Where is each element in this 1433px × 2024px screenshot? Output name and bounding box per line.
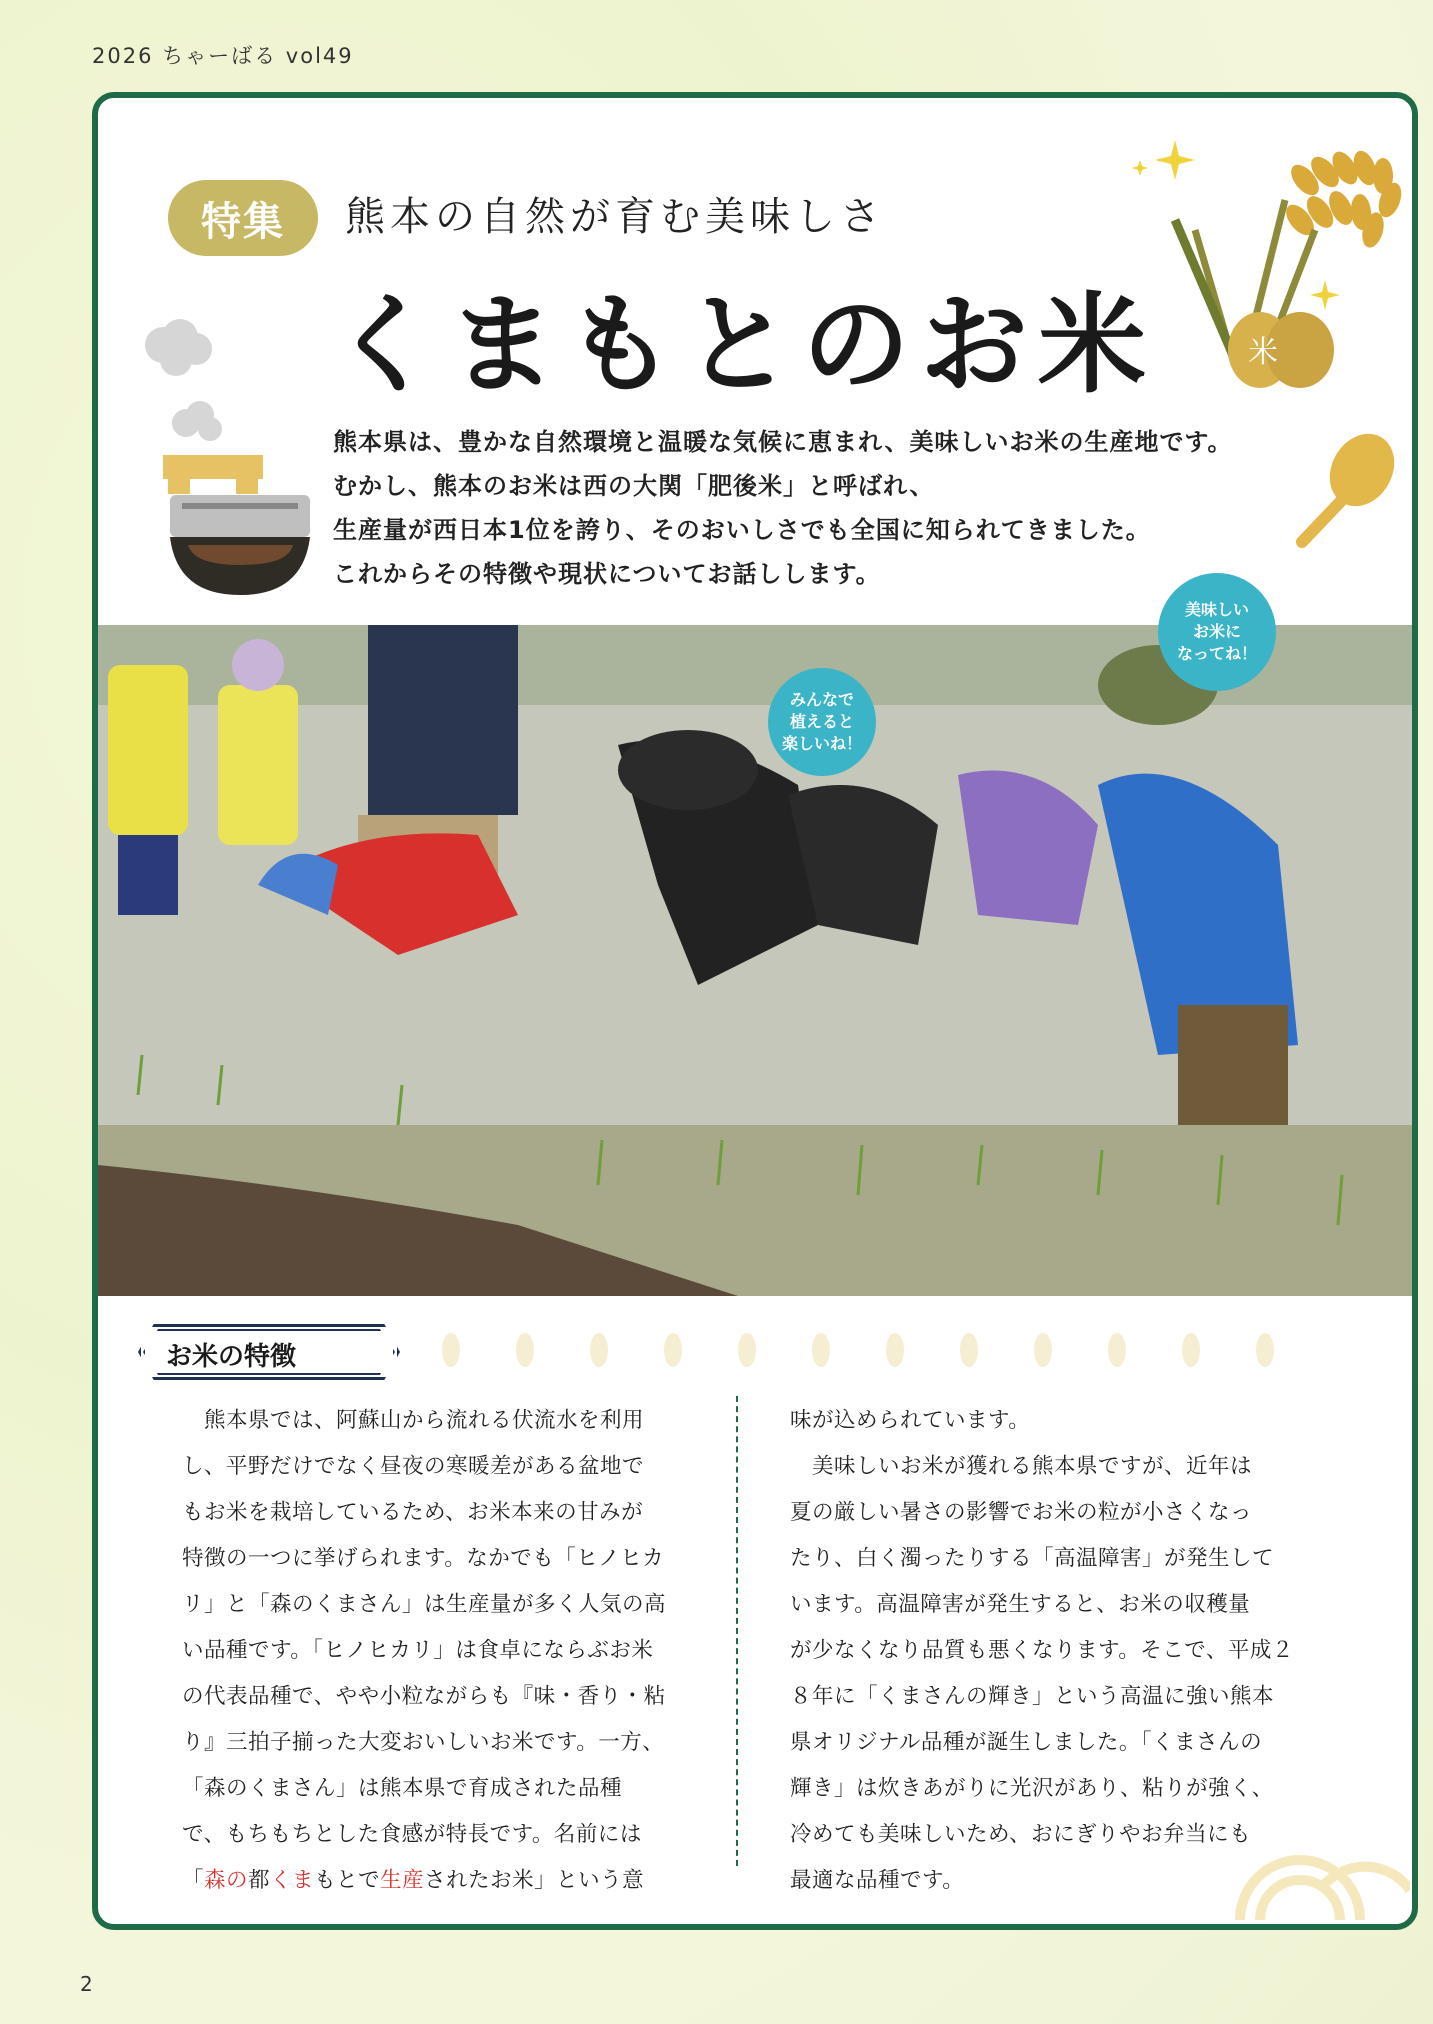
body-line: が少なくなり品質も悪くなります。そこで、平成２ bbox=[790, 1638, 1294, 1663]
text-segment: 都 bbox=[248, 1868, 271, 1893]
bubble-line: お米に bbox=[1192, 622, 1241, 641]
rice-grain-icon bbox=[1108, 1333, 1126, 1367]
rice-grain-icon bbox=[1256, 1333, 1274, 1367]
intro-line: 熊本県は、豊かな自然環境と温暖な気候に恵まれ、美味しいお米の生産地です。 bbox=[333, 428, 1233, 456]
body-line: い品種です。「ヒノヒカリ」は食卓にならぶお米 bbox=[182, 1638, 654, 1663]
rice-grain-icon bbox=[960, 1333, 978, 1367]
bubble-line: 植えると bbox=[789, 712, 854, 731]
rice-grain-icon bbox=[1034, 1333, 1052, 1367]
section-title: お米の特徴 bbox=[166, 1342, 297, 1372]
speech-bubble-left bbox=[768, 668, 876, 776]
body-line: います。高温障害が発生すると、お米の収穫量 bbox=[790, 1592, 1251, 1617]
highlight-segment: 生産 bbox=[380, 1868, 425, 1893]
article-column-1 bbox=[182, 1398, 712, 1904]
body-line: 輝き」は炊きあがりに光沢があり、粘りが強く、 bbox=[790, 1776, 1274, 1801]
intro-text bbox=[333, 420, 1333, 596]
feature-title: くまもとのお米 bbox=[330, 282, 1157, 408]
body-line: 「森のくまさん」は熊本県で育成された品種 bbox=[182, 1776, 623, 1801]
body-line: 美味しいお米が獲れる熊本県ですが、近年は bbox=[790, 1454, 1253, 1479]
body-line: 県オリジナル品種が誕生しました。「くまさんの bbox=[790, 1730, 1263, 1755]
svg-text:米: 米 bbox=[1248, 335, 1278, 370]
rice-grain-icon bbox=[812, 1333, 830, 1367]
body-line: で、もちもちとした食感が特長です。名前には bbox=[182, 1822, 642, 1847]
body-line: 夏の厳しい暑さの影響でお米の粒が小さくなっ bbox=[790, 1500, 1253, 1525]
body-line-highlighted bbox=[182, 1858, 712, 1904]
highlight-segment: くま bbox=[270, 1868, 315, 1893]
rice-grain-icon bbox=[886, 1333, 904, 1367]
body-line: リ」と「森のくまさん」は生産量が多く人気の高 bbox=[182, 1592, 667, 1617]
rice-grain-icon bbox=[590, 1333, 608, 1367]
body-line: もお米を栽培しているため、お米本来の甘みが bbox=[182, 1500, 644, 1525]
body-line: 味が込められています。 bbox=[790, 1408, 1031, 1433]
rice-stalk-icon bbox=[1115, 120, 1415, 400]
body-line: ８年に「くまさんの輝き」という高温に強い熊本 bbox=[790, 1684, 1275, 1709]
text-segment: 「 bbox=[182, 1868, 205, 1893]
wave-pattern-icon bbox=[1220, 1810, 1410, 1920]
body-line: り』三拍子揃った大変おいしいお米です。一方、 bbox=[182, 1730, 665, 1755]
rice-grain-icon bbox=[738, 1333, 756, 1367]
feature-subtitle: 熊本の自然が育む美味しさ bbox=[345, 194, 885, 240]
body-line: の代表品種で、やや小粒ながらも『味・香り・粘 bbox=[182, 1684, 666, 1709]
bubble-line: 楽しいね！ bbox=[781, 734, 862, 753]
body-line: たり、白く濁ったりする「高温障害」が発生して bbox=[790, 1546, 1275, 1571]
rice-grain-icon bbox=[664, 1333, 682, 1367]
intro-line: 生産量が西日本1位を誇り、そのおいしさでも全国に知られてきました。 bbox=[333, 516, 1151, 544]
body-line: し、平野だけでなく昼夜の寒暖差がある盆地で bbox=[182, 1454, 645, 1479]
text-segment: されたお米」という意 bbox=[424, 1868, 645, 1893]
rice-grain-icon bbox=[516, 1333, 534, 1367]
intro-line: むかし、熊本のお米は西の大関「肥後米」と呼ばれ、 bbox=[333, 472, 935, 500]
rice-pot-icon bbox=[118, 315, 318, 605]
rice-grain-icon bbox=[1182, 1333, 1200, 1367]
body-line: 最適な品種です。 bbox=[790, 1868, 965, 1893]
bubble-line: 美味しい bbox=[1184, 600, 1249, 619]
speech-bubble-right bbox=[1158, 573, 1276, 691]
body-line: 熊本県では、阿蘇山から流れる伏流水を利用 bbox=[182, 1408, 645, 1433]
intro-line: これからその特徴や現状についてお話しします。 bbox=[333, 560, 881, 588]
body-line: 特徴の一つに挙げられます。なかでも「ヒノヒカ bbox=[182, 1546, 665, 1571]
rice-planting-photo bbox=[98, 625, 1412, 1296]
rice-grain-icon bbox=[442, 1333, 460, 1367]
column-divider bbox=[736, 1396, 738, 1866]
highlight-segment: 森の bbox=[204, 1868, 249, 1893]
feature-tag: 特集 bbox=[168, 180, 318, 256]
page-number: 2 bbox=[80, 1972, 93, 1996]
bubble-line: みんなで bbox=[789, 690, 854, 709]
issue-header: 2026 ちゃーばる vol49 bbox=[92, 44, 354, 68]
body-line: 冷めても美味しいため、おにぎりやお弁当にも bbox=[790, 1822, 1252, 1847]
text-segment: もとで bbox=[314, 1868, 381, 1893]
bubble-line: なってね！ bbox=[1176, 644, 1257, 663]
